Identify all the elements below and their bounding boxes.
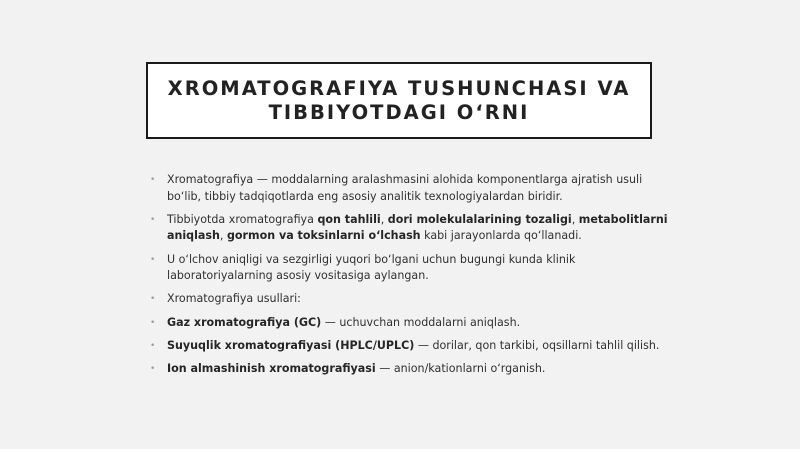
bullet-text-segment: — anion/kationlarni o‘rganish.: [375, 362, 546, 376]
bullet-icon: •: [150, 317, 156, 328]
bullet-text-segment: — uchuvchan moddalarni aniqlash.: [321, 315, 521, 329]
bullet-text-segment: U o‘lchov aniqligi va sezgirligi yuqori bo‘lgani uchun bugungi kunda klinik laboratoriyalarning asosiy vositasiga aylangan.: [167, 252, 576, 283]
bullet-bold-term: dori molekulalarining tozaligi: [387, 212, 572, 226]
bullet-text-segment: kabi jarayonlarda qo‘llanadi.: [420, 229, 582, 243]
title-box: [146, 62, 652, 139]
bullet-text: [167, 339, 659, 352]
bullet-text: [167, 173, 642, 203]
bullet-icon: •: [150, 294, 156, 305]
bullet-item-hplc: [150, 338, 670, 355]
bullet-bold-term: Gaz xromatografiya (GC): [167, 315, 322, 329]
slide-title: XROMATOGRAFIYA TUSHUNCHASI VA TIBBIYOTDAGI O‘RNI: [167, 76, 631, 124]
bullet-text-segment: Tibbiyotda xromatografiya: [167, 212, 318, 226]
bullet-bold-term: Ion almashinish xromatografiyasi: [167, 362, 376, 376]
bullet-icon: •: [150, 364, 156, 375]
bullet-bold-term: metabolitlarni aniqlash: [167, 212, 668, 243]
bullet-item-medical-uses: [150, 212, 670, 245]
bullet-item-precision: [150, 252, 670, 285]
bullet-text: [167, 213, 668, 243]
bullet-text: [167, 316, 520, 329]
bullet-bold-term: Suyuqlik xromatografiyasi (HPLC/UPLC): [167, 338, 415, 352]
bullet-text-segment: Xromatografiya usullari:: [167, 292, 301, 306]
bullet-icon: •: [150, 340, 156, 351]
bullet-text-segment: Xromatografiya — moddalarning aralashmasini alohida komponentlarga ajratish usuli bo‘lib, tibbiy tadqiqotlarda eng asosiy analitik texnologiyalardan biridir.: [167, 173, 643, 203]
bullet-item-definition: [150, 172, 670, 205]
bullet-item-methods-heading: [150, 291, 670, 308]
bullet-icon: •: [150, 214, 156, 225]
bullet-text: [167, 292, 301, 305]
bullet-item-gc: [150, 315, 670, 332]
bullet-icon: •: [150, 175, 156, 185]
bullet-text: [167, 253, 575, 283]
bullet-item-ion-exchange: [150, 361, 670, 378]
bullet-text: [167, 362, 545, 375]
bullet-list: [150, 172, 670, 385]
bullet-text-segment: ,: [219, 229, 227, 243]
bullet-text-segment: — dorilar, qon tarkibi, oqsillarni tahlil qilish.: [414, 338, 660, 352]
bullet-text-segment: ,: [571, 212, 579, 226]
bullet-bold-term: qon tahlili: [317, 212, 381, 226]
bullet-bold-term: gormon va toksinlarni o‘lchash: [226, 229, 421, 243]
bullet-text-segment: ,: [380, 212, 388, 226]
bullet-icon: •: [150, 254, 156, 265]
